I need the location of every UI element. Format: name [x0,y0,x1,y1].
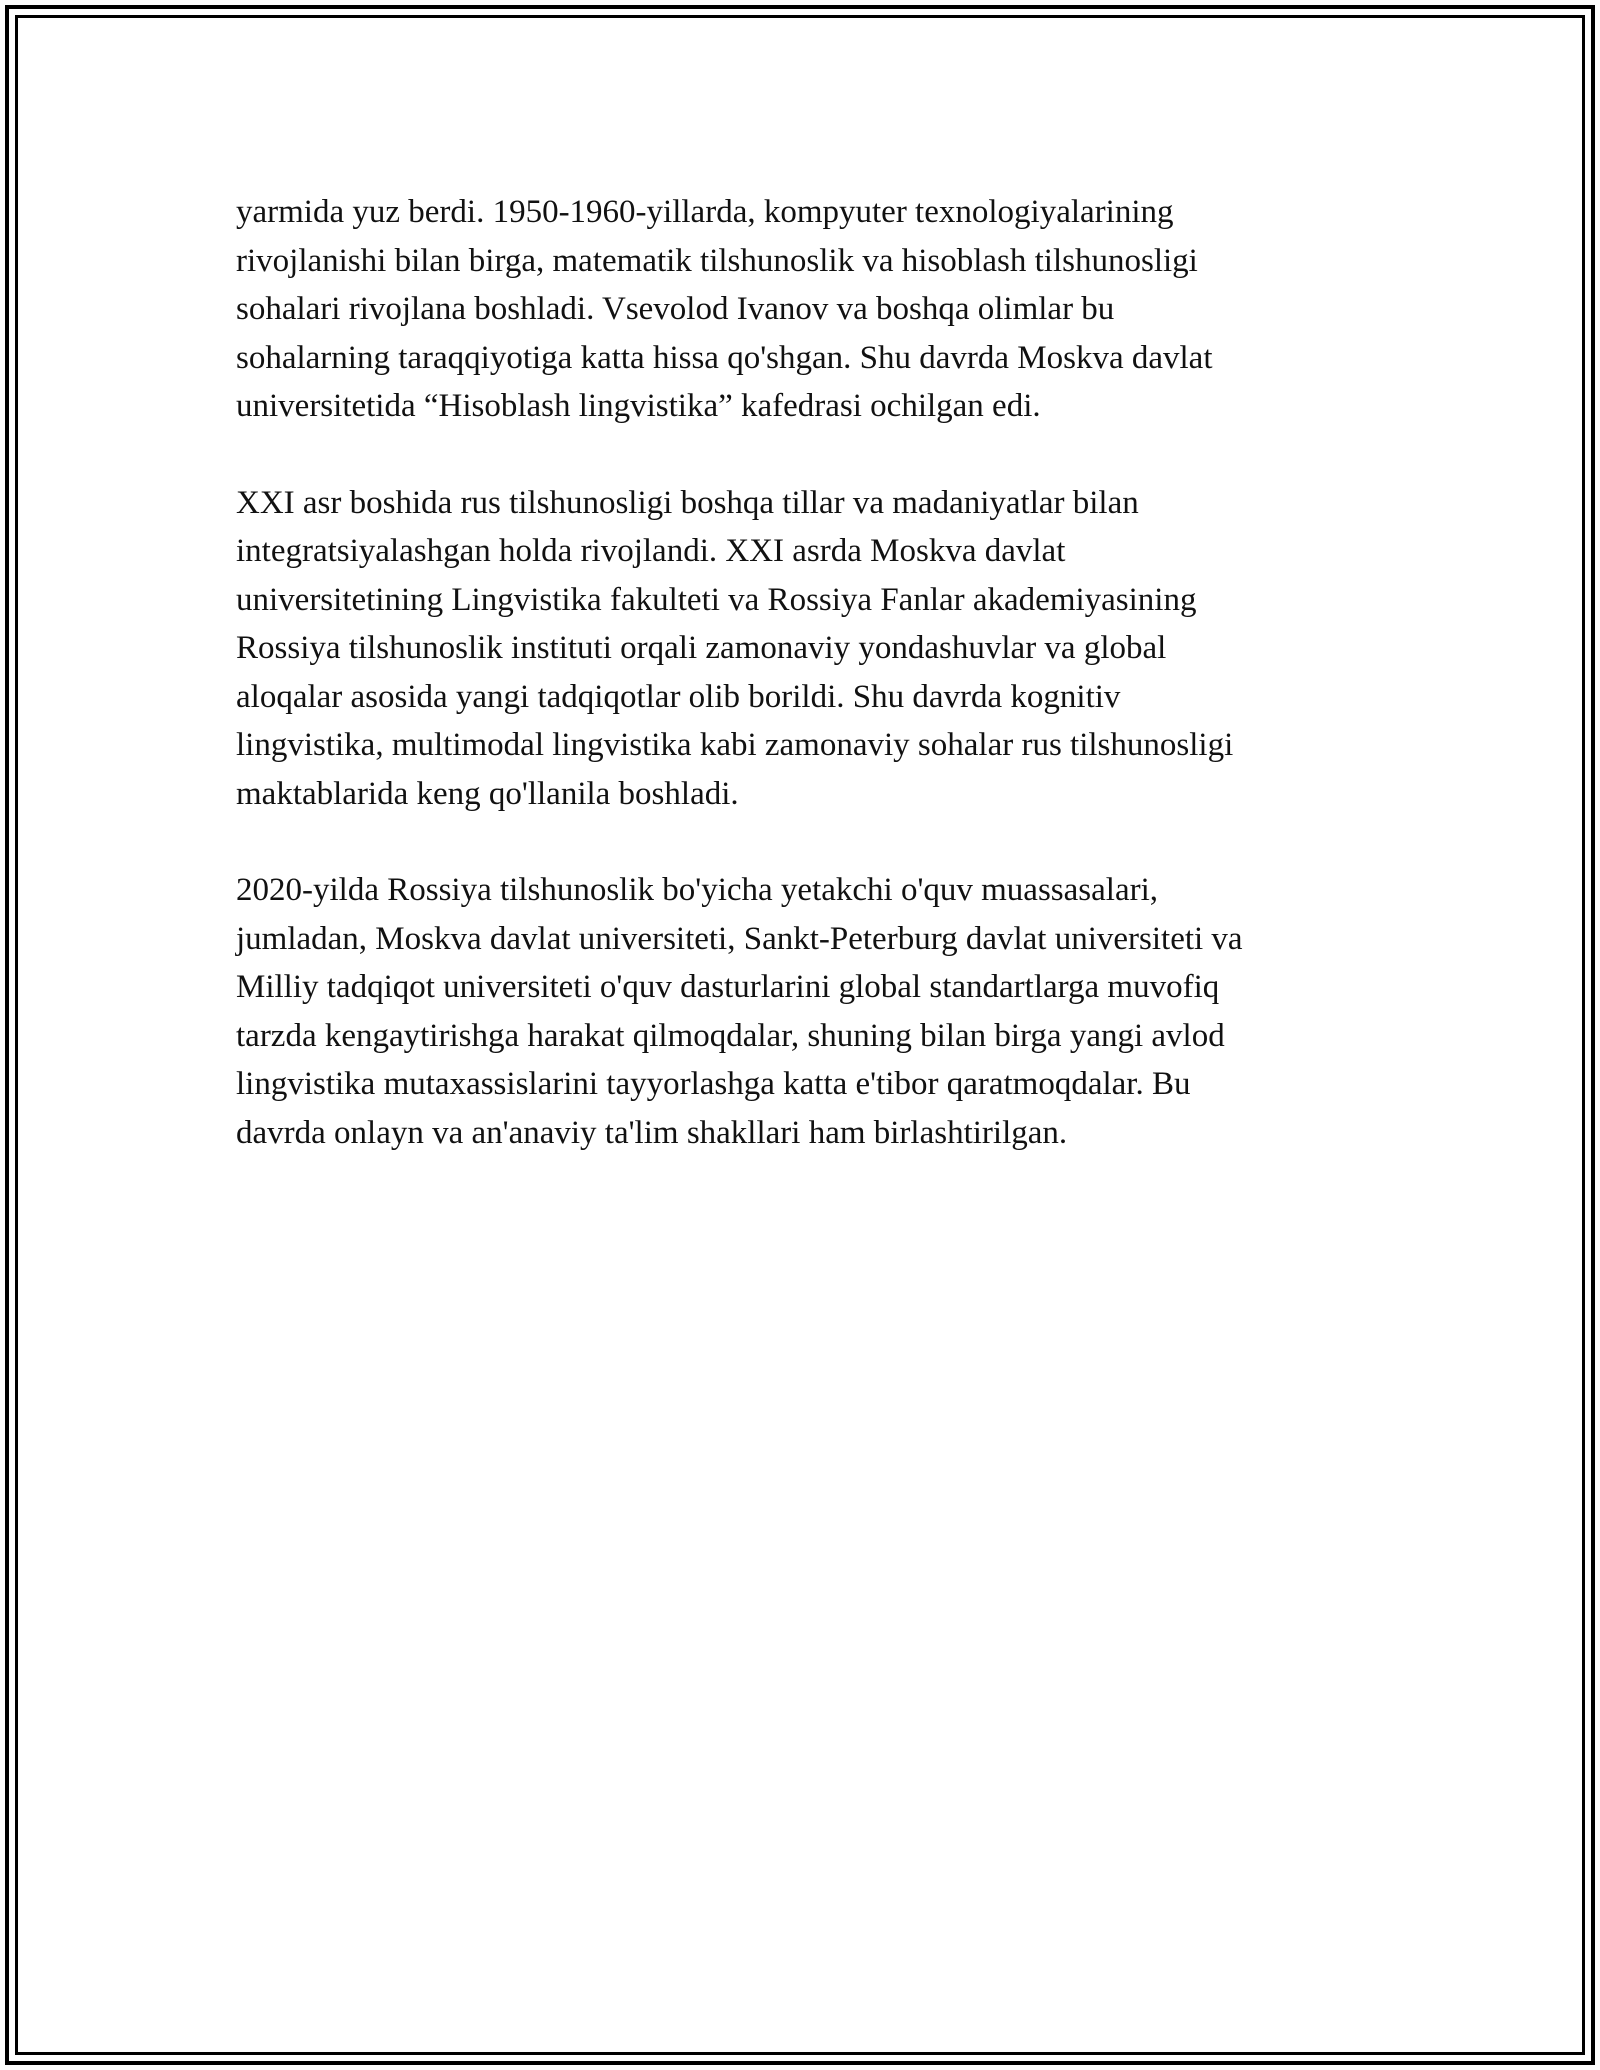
paragraph-1 [236,188,1366,431]
text-line: lingvistika mutaxassislarini tayyorlashga katta e'tibor qaratmoqdalar. Bu [236,1066,1191,1102]
paragraph-2 [236,479,1366,819]
text-line: universitetida “Hisoblash lingvistika” kafedrasi ochilgan edi. [236,388,1041,424]
text-line: davrda onlayn va an'anaviy ta'lim shakllari ham birlashtirilgan. [236,1114,1068,1151]
text-line: lingvistika, multimodal lingvistika kabi zamonaviy sohalar rus tilshunosligi [236,727,1234,763]
text-line: sohalarning taraqqiyotiga katta hissa qo'shgan. Shu davrda Moskva davlat [236,339,1213,376]
text-line: aloqalar asosida yangi tadqiqotlar olib borildi. Shu davrda kognitiv [236,678,1121,715]
text-line: jumladan, Moskva davlat universiteti, Sankt-Peterburg davlat universiteti va [236,920,1243,957]
text-line: 2020-yilda Rossiya tilshunoslik bo'yicha yetakchi o'quv muassasalari, [236,872,1159,908]
text-line: yarmida yuz berdi. 1950-1960-yillarda, kompyuter texnologiyalarining [236,194,1174,230]
text-line: sohalari rivojlana boshladi. Vsevolod Ivanov va boshqa olimlar bu [236,291,1115,327]
paragraph-3 [236,866,1366,1157]
text-line: Milliy tadqiqot universiteti o'quv dasturlarini global standartlarga muvofiq [236,969,1220,1005]
text-line: integratsiyalashgan holda rivojlandi. XXI asrda Moskva davlat [236,533,1066,569]
text-line: Rossiya tilshunoslik instituti orqali zamonaviy yondashuvlar va global [236,630,1167,666]
text-line: rivojlanishi bilan birga, matematik tilshunoslik va hisoblash tilshunosligi [236,242,1198,279]
text-line: maktablarida keng qo'llanila boshladi. [236,775,739,812]
text-line: tarzda kengaytirishga harakat qilmoqdalar, shuning bilan birga yangi avlod [236,1017,1225,1054]
document-body [236,188,1366,1205]
text-line: universitetining Lingvistika fakulteti va Rossiya Fanlar akademiyasining [236,581,1197,618]
text-line: XXI asr boshida rus tilshunosligi boshqa tillar va madaniyatlar bilan [236,484,1139,521]
